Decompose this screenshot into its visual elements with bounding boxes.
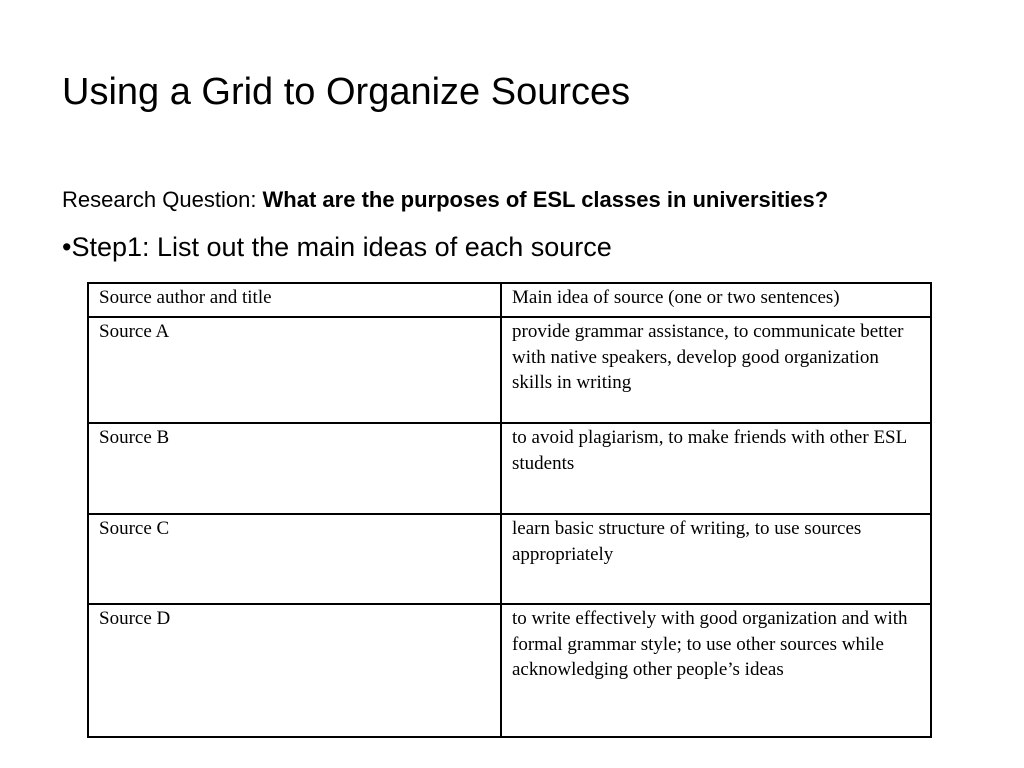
source-cell: Source B (88, 423, 501, 514)
table-row (88, 514, 931, 604)
table-row (88, 423, 931, 514)
main-idea-cell: learn basic structure of writing, to use sources appropriately (501, 514, 931, 604)
research-question-label: Research Question: (62, 187, 263, 212)
source-cell: Source D (88, 604, 501, 737)
source-grid-table (87, 282, 932, 738)
step-instruction: •Step1: List out the main ideas of each source (62, 232, 612, 262)
slide-title: Using a Grid to Organize Sources (62, 71, 631, 113)
main-idea-cell: to avoid plagiarism, to make friends with other ESL students (501, 423, 931, 514)
header-source-author-title: Source author and title (88, 283, 501, 317)
main-idea-cell: provide grammar assistance, to communicate better with native speakers, develop good organization skills in writing (501, 317, 931, 423)
research-question-text: What are the purposes of ESL classes in universities? (262, 187, 829, 212)
header-main-idea: Main idea of source (one or two sentences) (501, 283, 931, 317)
table-row (88, 604, 931, 737)
research-question (62, 187, 828, 213)
table-header-row (88, 283, 931, 317)
main-idea-cell: to write effectively with good organization and with formal grammar style; to use other sources while acknowledging other people’s ideas (501, 604, 931, 737)
source-cell: Source C (88, 514, 501, 604)
source-cell: Source A (88, 317, 501, 423)
table-row (88, 317, 931, 423)
